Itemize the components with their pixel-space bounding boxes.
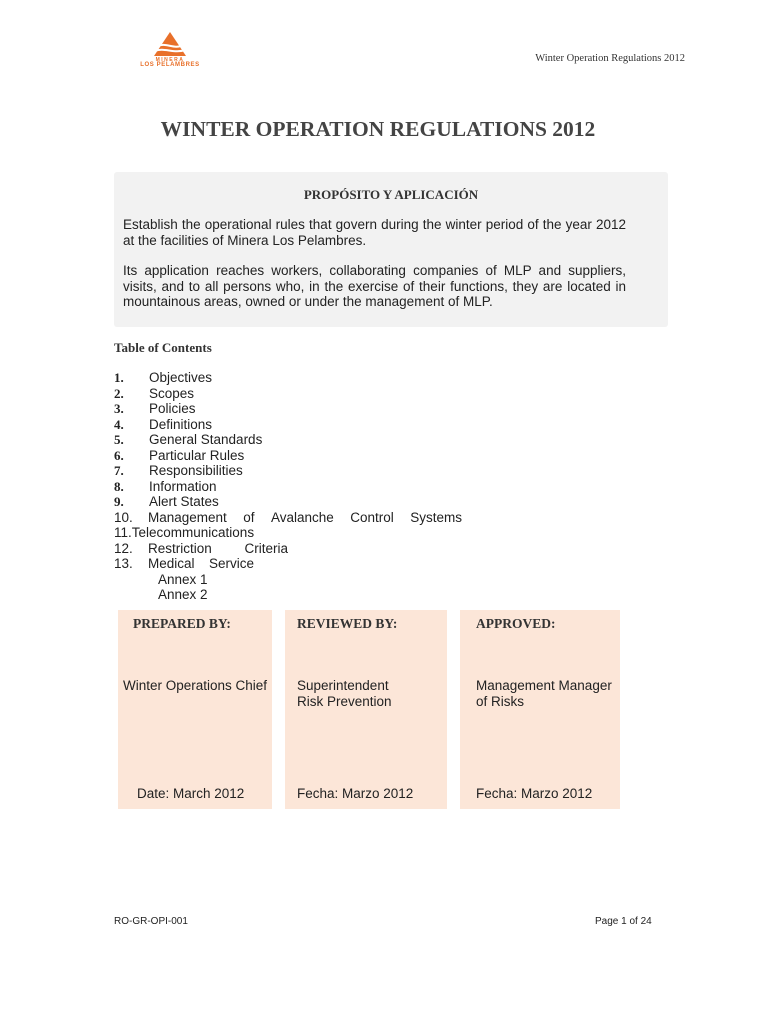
prepared-by-role: Winter Operations Chief (123, 678, 268, 693)
approved-box (460, 610, 620, 809)
toc-item-word: Avalanche (270, 509, 334, 525)
toc-item-number: 3. (114, 401, 124, 416)
purpose-heading: PROPÓSITO Y APLICACIÓN (303, 187, 479, 202)
toc-item-number: 13. (114, 556, 133, 571)
toc-item-number: 10. (114, 509, 133, 525)
purpose-paragraph-2: Its application reaches workers, collaborating companies of MLP and suppliers, visits, and to all persons who, in the exercise of their functions, they are located in mountainous areas, owned or under the management of MLP. (123, 263, 626, 309)
toc-item-word: Systems (410, 509, 462, 525)
mountain-logo-icon (150, 30, 190, 58)
toc-title: Table of Contents (114, 340, 212, 355)
logo-text-minera: MINERA (155, 57, 185, 63)
toc-item-number: 5. (114, 432, 124, 447)
toc-item-number: 2. (114, 385, 124, 401)
toc-item-word: Criteria (244, 540, 288, 556)
toc-item-label: Objectives (149, 370, 213, 385)
toc-item[interactable] (114, 479, 474, 495)
toc-item-label: Annex 2 (158, 587, 208, 602)
toc-item[interactable] (114, 556, 474, 572)
toc-item-number: 11. (114, 525, 132, 540)
toc-item-number: 8. (114, 478, 124, 494)
prepared-by-label: PREPARED BY: (133, 616, 231, 631)
toc-item[interactable] (114, 463, 474, 479)
reviewed-by-role (297, 678, 392, 709)
toc-item-word: Restriction (148, 540, 212, 556)
approved-role-line-2: of Risks (476, 693, 525, 709)
toc-item[interactable] (114, 587, 474, 603)
toc-item-label: Particular Rules (149, 447, 245, 463)
reviewed-by-box (285, 610, 447, 809)
toc-item-label: Telecommunications (131, 525, 255, 540)
footer-page-number: Page 1 of 24 (595, 916, 652, 927)
toc-item[interactable] (114, 386, 474, 402)
reviewed-by-role-line-2: Risk Prevention (297, 693, 392, 709)
reviewed-by-date: Fecha: Marzo 2012 (297, 786, 414, 801)
toc-item[interactable] (114, 370, 474, 386)
toc-item[interactable] (114, 510, 474, 526)
toc-item[interactable] (114, 525, 474, 541)
toc-item[interactable] (114, 417, 474, 433)
toc-item-label: Information (149, 478, 217, 494)
running-header-title: Winter Operation Regulations 2012 (535, 53, 685, 64)
prepared-by-date: Date: March 2012 (137, 786, 245, 801)
toc-item[interactable] (114, 448, 474, 464)
approved-role-line-1: Management Manager (476, 678, 612, 693)
toc-item[interactable] (114, 401, 474, 417)
logo-text-los-pelambres: LOS PELAMBRES (140, 62, 200, 68)
toc-item-label (148, 556, 254, 572)
toc-item[interactable] (114, 541, 474, 557)
company-logo (138, 30, 202, 70)
toc-item[interactable] (114, 572, 474, 588)
toc-item-label: General Standards (149, 432, 263, 447)
purpose-paragraph-1: Establish the operational rules that govern during the winter period of the year 2012 at the facilities of Minera Los Pelambres. (123, 217, 626, 248)
toc-item-label: Responsibilities (149, 463, 243, 478)
purpose-box (114, 172, 668, 327)
toc-item-label (148, 510, 462, 526)
toc-item-label: Policies (149, 401, 196, 416)
toc-item-number: 6. (114, 447, 124, 463)
approved-role (476, 678, 612, 709)
toc-item[interactable] (114, 494, 474, 510)
prepared-by-box (118, 610, 272, 809)
toc-item-number: 1. (114, 370, 124, 385)
table-of-contents (114, 370, 474, 603)
toc-item-number: 4. (114, 416, 124, 432)
approved-date: Fecha: Marzo 2012 (476, 786, 593, 801)
document-title: WINTER OPERATION REGULATIONS 2012 (160, 117, 596, 141)
approved-label: APPROVED: (476, 616, 556, 631)
toc-item-word: Service (208, 556, 254, 571)
toc-item-word: of (243, 509, 255, 525)
toc-item-word: Control (350, 509, 394, 525)
toc-item-label (148, 541, 288, 557)
footer-document-code: RO-GR-OPI-001 (114, 916, 188, 927)
toc-item-number: 9. (114, 494, 124, 509)
toc-item-label: Alert States (149, 494, 219, 509)
toc-item-label: Annex 1 (158, 571, 208, 587)
toc-item-word: Management (148, 509, 227, 525)
toc-item-word: Medical (148, 556, 195, 571)
reviewed-by-label: REVIEWED BY: (297, 616, 398, 631)
toc-item-label: Scopes (149, 385, 195, 401)
toc-item-label: Definitions (149, 416, 213, 432)
toc-item-number: 7. (114, 463, 124, 478)
toc-item[interactable] (114, 432, 474, 448)
reviewed-by-role-line-1: Superintendent (297, 678, 389, 693)
toc-item-number: 12. (114, 540, 133, 556)
